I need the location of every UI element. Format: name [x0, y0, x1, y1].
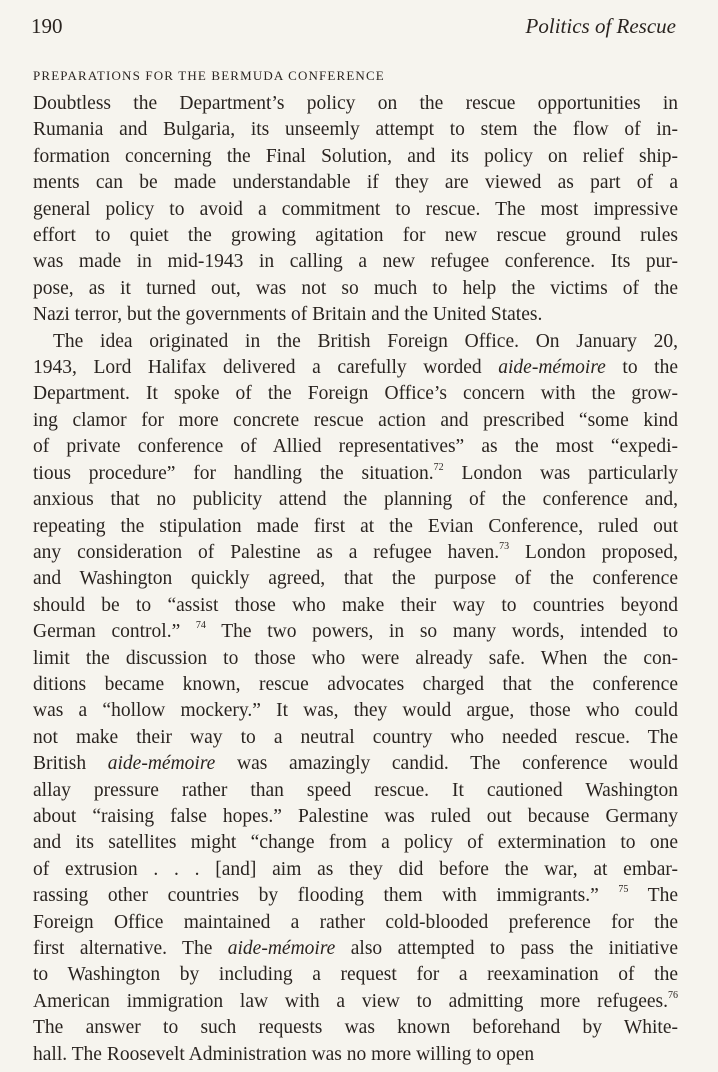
text-run: American immigration law with a view to admitting more refugees. — [33, 990, 668, 1012]
text-line — [33, 381, 678, 407]
text-run: London proposed, — [509, 541, 678, 563]
text-line — [33, 461, 678, 487]
text-line — [33, 830, 678, 856]
text-run: was a “hollow mockery.” It was, they would argue, those who could — [33, 700, 678, 722]
text-run: and Washington quickly agreed, that the purpose of the conference — [33, 568, 678, 590]
text-run: Doubtless the Department’s policy on the rescue opportunities in — [33, 93, 678, 114]
text-run: formation concerning the Final Solution, and its policy on relief ship- — [33, 145, 678, 167]
text-run: repeating the stipulation made first at the Evian Conference, ruled out — [33, 515, 678, 537]
text-run: was made in mid-1943 in calling a new refugee conference. Its pur- — [33, 251, 678, 273]
text-line — [33, 962, 678, 988]
text-run: Nazi terror, but the governments of Britain and the United States. — [33, 304, 543, 326]
text-run: and its satellites might “change from a policy of extermination to one — [33, 832, 678, 854]
section-heading: PREPARATIONS FOR THE BERMUDA CONFERENCE — [33, 68, 385, 83]
text-line — [33, 329, 678, 355]
text-line — [33, 223, 678, 249]
text-line — [33, 566, 678, 592]
text-run: any consideration of Palestine as a refugee haven. — [33, 541, 500, 563]
italic-term: aide-mémoire — [498, 357, 606, 379]
text-line — [33, 910, 678, 936]
text-run: to Washington by including a request for a reexamination of the — [33, 964, 678, 986]
text-line — [33, 302, 678, 328]
text-line — [33, 619, 678, 645]
text-line — [33, 91, 678, 117]
text-run: British — [33, 753, 108, 775]
footnote-ref: 72 — [433, 461, 444, 473]
text-run: of private conference of Allied representatives” as the most “expedi- — [33, 436, 678, 458]
text-line — [33, 989, 678, 1015]
text-line — [33, 698, 678, 724]
text-line — [33, 936, 678, 962]
text-run: The answer to such requests was known beforehand by White- — [33, 1017, 678, 1039]
text-run: 1943, Lord Halifax delivered a carefully worded — [33, 357, 499, 379]
text-line — [33, 197, 678, 223]
text-run: Department. It spoke of the Foreign Office’s concern with the grow- — [33, 383, 678, 405]
text-run: should be to “assist those who make their way to countries beyond — [33, 594, 678, 616]
text-run: rassing other countries by flooding them with immigrants.” — [33, 885, 619, 907]
footnote-ref: 76 — [668, 989, 678, 1001]
text-line — [33, 1015, 678, 1041]
text-run: about “raising false hopes.” Palestine was ruled out because Germany — [33, 805, 678, 827]
running-header — [31, 14, 676, 44]
text-run: general policy to avoid a commitment to rescue. The most impressive — [33, 198, 678, 220]
text-line — [33, 144, 678, 170]
text-run: also attempted to pass the initiative — [335, 938, 678, 959]
text-line — [33, 540, 678, 566]
text-run: ments can be made understandable if they are viewed as part of a — [33, 172, 678, 194]
text-line — [33, 857, 678, 883]
text-line — [33, 593, 678, 619]
text-run: tious procedure” for handling the situation. — [33, 462, 434, 484]
text-run: first alternative. The — [33, 938, 228, 959]
text-run: German control.” — [33, 621, 196, 643]
text-line — [33, 751, 678, 777]
text-line — [33, 434, 678, 460]
text-line — [33, 646, 678, 672]
text-run: to the — [605, 357, 678, 379]
text-run: effort to quiet the growing agitation for new rescue ground rules — [33, 225, 678, 247]
body-text — [33, 91, 678, 1068]
text-line — [33, 725, 678, 751]
italic-term: aide-mémoire — [227, 938, 336, 959]
footnote-ref: 74 — [195, 620, 206, 632]
text-line — [33, 170, 678, 196]
text-run: hall. The Roosevelt Administration was no more willing to open — [33, 1043, 535, 1065]
text-run: pose, as it turned out, was not so much to help the victims of the — [33, 277, 678, 299]
text-line — [33, 672, 678, 698]
text-run: The — [628, 885, 678, 907]
text-line — [33, 355, 678, 381]
text-run: ing clamor for more concrete rescue action and prescribed “some kind — [33, 409, 678, 431]
text-run: anxious that no publicity attend the planning of the conference and, — [33, 489, 678, 511]
text-run: ditions became known, rescue advocates charged that the conference — [33, 673, 678, 695]
text-line — [33, 249, 678, 275]
text-run: Foreign Office maintained a rather cold-blooded preference for the — [33, 911, 678, 933]
text-line — [33, 804, 678, 830]
text-line — [33, 487, 678, 513]
text-line — [33, 276, 678, 302]
text-run: Rumania and Bulgaria, its unseemly attempt to stem the flow of in- — [33, 119, 678, 141]
text-run: was amazingly candid. The conference would — [215, 753, 678, 775]
text-run: of extrusion . . . [and] aim as they did before the war, at embar- — [33, 858, 678, 880]
text-line — [33, 514, 678, 540]
text-run: The two powers, in so many words, intended to — [205, 621, 678, 643]
italic-term: aide-mémoire — [107, 753, 216, 775]
page-number: 190 — [31, 14, 63, 38]
text-line — [33, 778, 678, 804]
text-run: limit the discussion to those who were already safe. When the con- — [33, 647, 678, 669]
running-title: Politics of Rescue — [525, 14, 676, 38]
text-run: The idea originated in the British Foreign Office. On January 20, — [53, 330, 678, 352]
text-run: allay pressure rather than speed rescue. It cautioned Washington — [33, 779, 678, 801]
text-line — [33, 883, 678, 909]
text-line — [33, 1042, 678, 1068]
footnote-ref: 73 — [499, 540, 510, 552]
text-line — [33, 117, 678, 143]
text-line — [33, 408, 678, 434]
footnote-ref: 75 — [618, 884, 629, 896]
text-run: not make their way to a neutral country who needed rescue. The — [33, 726, 678, 748]
text-run: London was particularly — [443, 462, 678, 484]
